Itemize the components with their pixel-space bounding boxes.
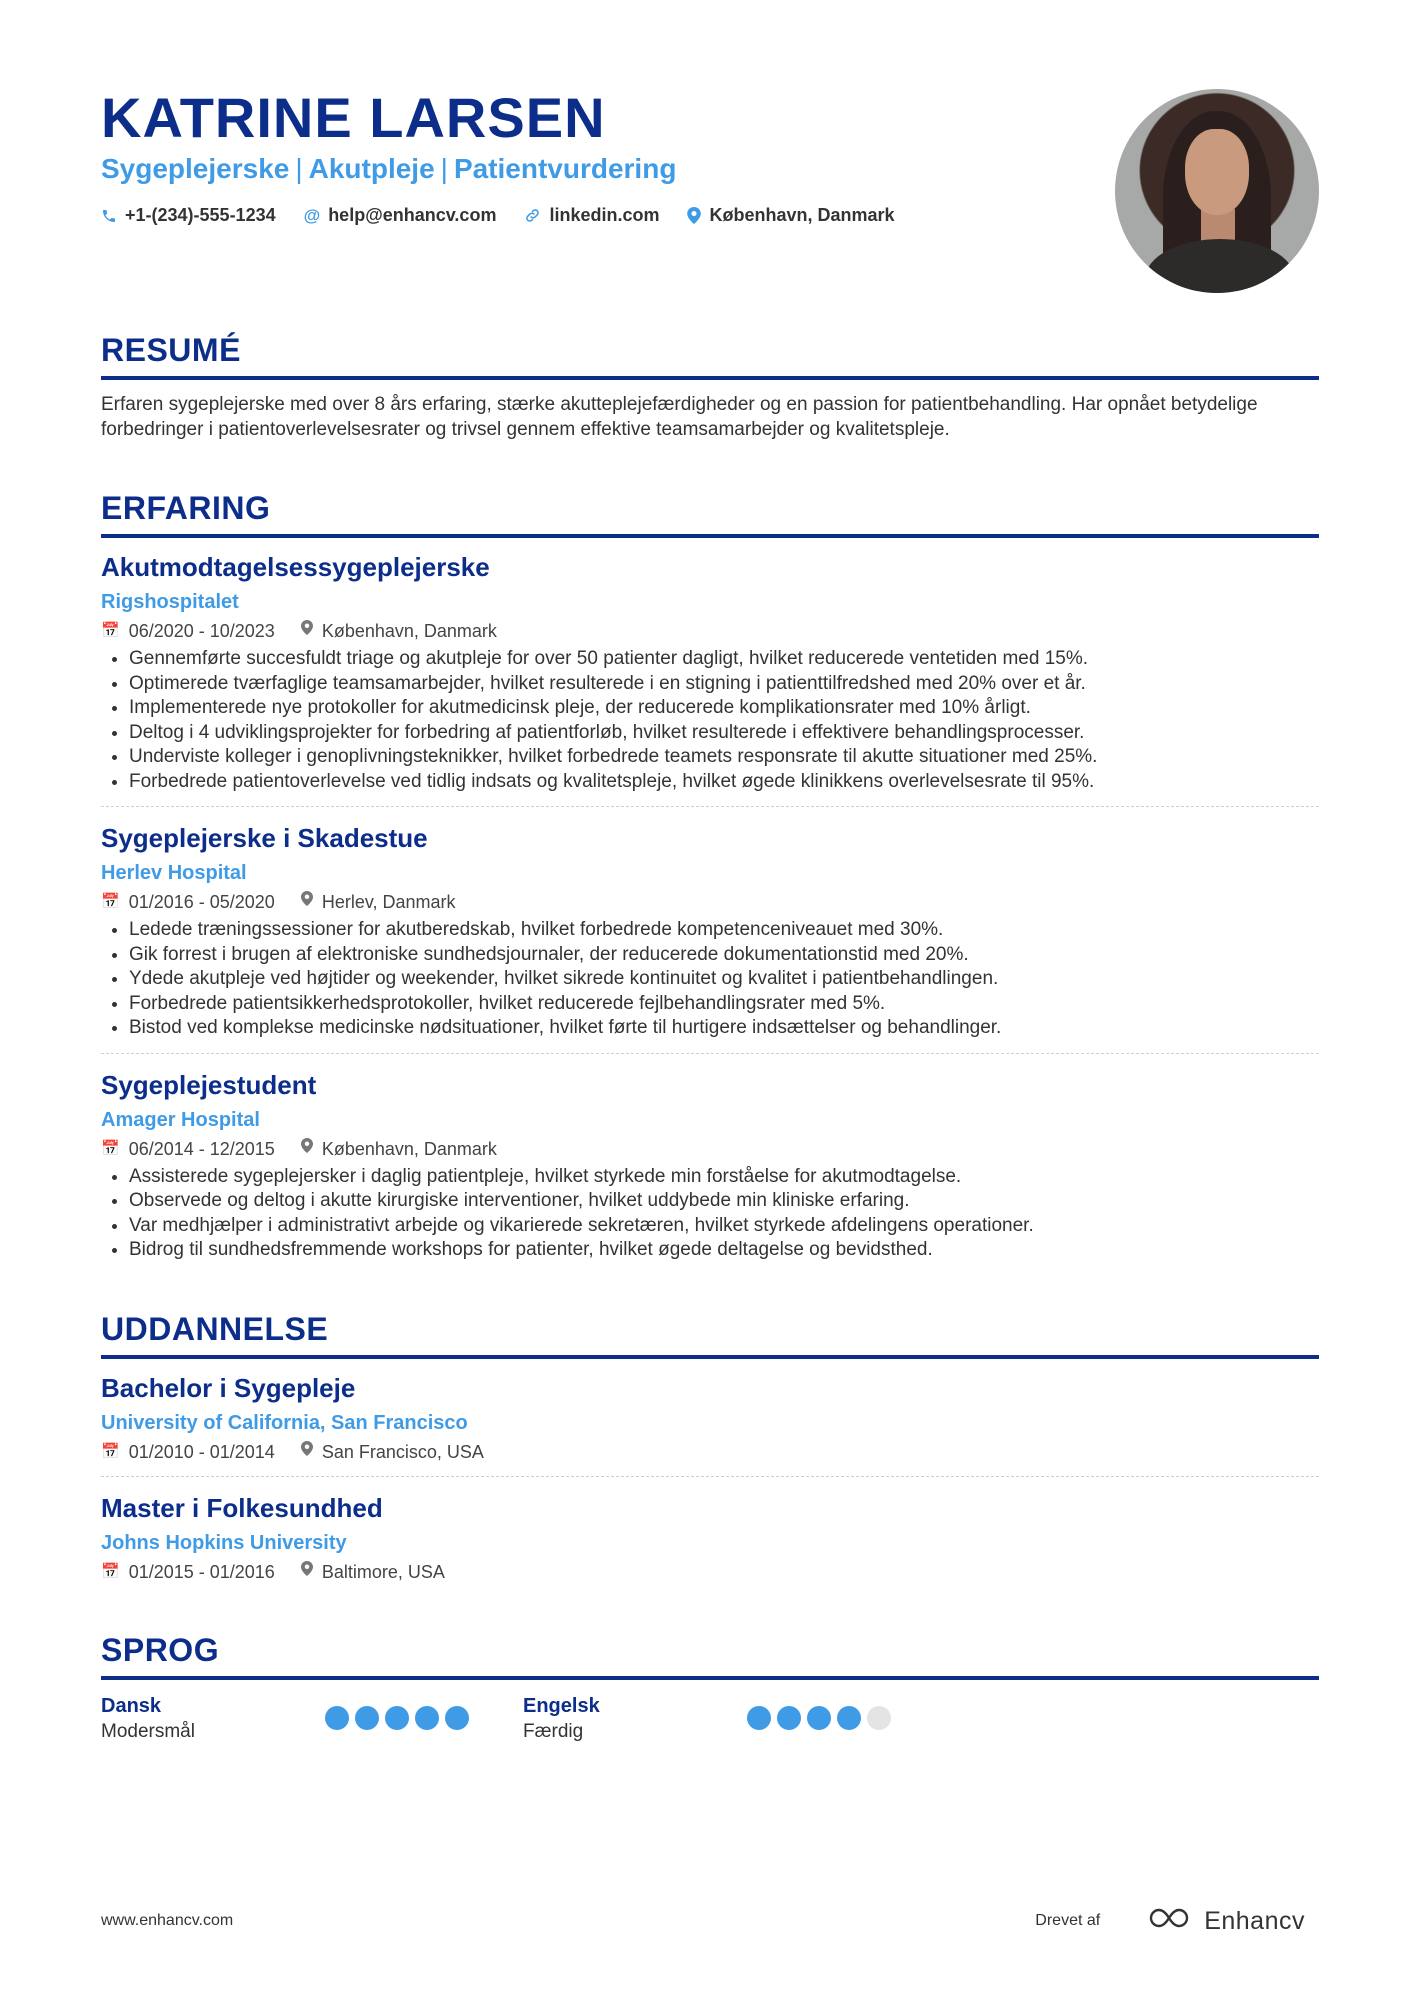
summary-section xyxy=(101,330,1319,442)
bullet-item: • Underviste kolleger i genoplivningsteknikker, hvilket forbedrede teamets responsrate til akutte situationer med 25%. xyxy=(129,745,1319,770)
language-item xyxy=(101,1694,523,1745)
brand-logo[interactable] xyxy=(1148,1907,1305,1936)
rating-dot-filled xyxy=(837,1706,861,1730)
education-entry xyxy=(101,1371,1319,1464)
degree-title: Master i Folkesundhed xyxy=(101,1492,383,1523)
headline-separator: | xyxy=(295,153,303,184)
rating-dot-filled xyxy=(747,1706,771,1730)
phone-icon xyxy=(101,208,117,224)
job-location: Herlev, Danmark xyxy=(321,892,456,912)
job-bullets xyxy=(101,918,1319,1041)
section-divider xyxy=(101,1676,1319,1680)
experience-entry xyxy=(101,1068,1319,1263)
bullet-item: • Ydede akutpleje ved højtider og weekender, hvilket sikrede kontinuitet og kvalitet i patientbehandlingen. xyxy=(129,967,1319,992)
education-section xyxy=(101,1309,1319,1584)
job-meta xyxy=(101,1137,1319,1161)
job-dates: 06/2014 - 12/2015 xyxy=(128,1138,275,1159)
rating-dot-empty xyxy=(867,1706,891,1730)
location-pin-icon xyxy=(301,890,313,914)
rating-dot-filled xyxy=(445,1706,469,1730)
location-pin-icon xyxy=(687,207,701,224)
contact-location xyxy=(687,205,894,226)
resume-page xyxy=(101,0,1319,1745)
job-title: Sygeplejestudent xyxy=(101,1069,317,1100)
job-location: København, Danmark xyxy=(321,621,497,641)
language-rating xyxy=(747,1706,891,1745)
bullet-item: • Gennemførte succesfuldt triage og akutpleje for over 50 patienter dagligt, hvilket reducerede ventetiden med 15%. xyxy=(129,647,1319,672)
bullet-item: • Forbedrede patientsikkerhedsprotokoller, hvilket reducerede fejlbehandlingsrater med 5%. xyxy=(129,992,1319,1017)
contact-info xyxy=(101,205,895,226)
bullet-item: • Ledede træningssessioner for akutberedskab, hvilket forbedrede kompetenceniveauet med 30%. xyxy=(129,918,1319,943)
contact-linkedin[interactable] xyxy=(524,205,659,226)
calendar-icon: 📅 xyxy=(101,1139,120,1157)
summary-text: Erfaren sygeplejerske med over 8 års erfaring, stærke akutteplejefærdigheder og en passion for patientbehandling. Har opnået betydelige forbedringer i patientoverlevelsesrater og trivsel gennem effektive teamsamarbejder og kvalitetspleje. xyxy=(101,394,1258,440)
bullet-item: • Bidrog til sundhedsfremmende workshops for patienter, hvilket øgede deltagelse og bevidsthed. xyxy=(129,1238,1319,1263)
job-meta xyxy=(101,619,1319,643)
email-text: help@enhancv.com xyxy=(328,205,497,225)
education-meta xyxy=(101,1440,1319,1464)
education-location: Baltimore, USA xyxy=(321,1561,445,1582)
enhancv-logo-icon xyxy=(1148,1907,1194,1936)
section-title: ERFARING xyxy=(101,490,271,526)
experience-section xyxy=(101,488,1319,1263)
headline-separator: | xyxy=(440,153,448,184)
bullet-item: • Bistod ved komplekse medicinske nødsituationer, hvilket førte til hurtigere indsættelser og behandlinger. xyxy=(129,1016,1319,1041)
headline-part: Patientvurdering xyxy=(453,153,677,184)
calendar-icon: 📅 xyxy=(101,622,120,639)
language-level: Modersmål xyxy=(101,1720,195,1742)
contact-phone[interactable] xyxy=(101,205,276,226)
powered-by-label: Drevet af xyxy=(1035,1912,1101,1929)
education-dates: 01/2010 - 01/2014 xyxy=(128,1441,275,1462)
brand-name: Enhancv xyxy=(1204,1906,1305,1935)
resume-header xyxy=(101,0,1319,315)
rating-dot-filled xyxy=(807,1706,831,1730)
section-title: SPROG xyxy=(101,1631,220,1668)
language-rating xyxy=(325,1706,469,1745)
location-pin-icon xyxy=(301,619,313,643)
bullet-item: • Assisterede sygeplejersker i daglig patientpleje, hvilket styrkede min forståelse for akutmodtagelse. xyxy=(129,1165,1319,1190)
profile-photo xyxy=(1115,89,1319,293)
languages-section xyxy=(101,1630,1319,1745)
education-entry xyxy=(101,1491,1319,1584)
page-footer xyxy=(101,1906,1319,1936)
entry-divider xyxy=(101,806,1319,807)
company-name: Amager Hospital xyxy=(101,1108,260,1131)
entry-divider xyxy=(101,1476,1319,1477)
job-location: København, Danmark xyxy=(321,1138,497,1159)
rating-dot-filled xyxy=(415,1706,439,1730)
education-dates: 01/2015 - 01/2016 xyxy=(128,1561,275,1582)
company-name: Herlev Hospital xyxy=(101,862,247,884)
footer-website[interactable]: www.enhancv.com xyxy=(101,1912,234,1929)
rating-dot-filled xyxy=(325,1706,349,1730)
entry-divider xyxy=(101,1053,1319,1054)
rating-dot-filled xyxy=(355,1706,379,1730)
candidate-name: KATRINE LARSEN xyxy=(101,86,606,149)
job-title: Akutmodtagelsessygeplejerske xyxy=(101,552,490,582)
degree-title: Bachelor i Sygepleje xyxy=(101,1372,356,1403)
rating-dot-filled xyxy=(385,1706,409,1730)
bullet-item: • Var medhjælper i administrativt arbejde og vikarierede sekretæren, hvilket styrkede afdelingens operationer. xyxy=(129,1214,1319,1239)
experience-entry xyxy=(101,550,1319,794)
rating-dot-filled xyxy=(777,1706,801,1730)
linkedin-text: linkedin.com xyxy=(549,205,660,225)
bullet-item: • Gik forrest i brugen af elektroniske sundhedsjournaler, der reducerede dokumentationstid med 20%. xyxy=(129,943,1319,968)
experience-entry xyxy=(101,821,1319,1041)
headline-part: Sygeplejerske xyxy=(101,153,290,184)
bullet-item: • Optimerede tværfaglige teamsamarbejder, hvilket resulterede i en stigning i patienttilfredshed med 20% over et år. xyxy=(129,672,1319,697)
section-divider xyxy=(101,376,1319,380)
school-name: Johns Hopkins University xyxy=(101,1531,347,1554)
location-pin-icon xyxy=(301,1440,313,1464)
section-title: RESUMÉ xyxy=(101,332,241,368)
calendar-icon: 📅 xyxy=(101,1562,120,1580)
calendar-icon: 📅 xyxy=(101,1442,120,1460)
section-divider xyxy=(101,534,1319,538)
bullet-item: • Forbedrede patientoverlevelse ved tidlig indsats og kvalitetspleje, hvilket øgede klinikkens overlevelsesrate til 95%. xyxy=(129,770,1319,795)
section-divider xyxy=(101,1355,1319,1359)
headline-part: Akutpleje xyxy=(308,153,435,184)
link-icon xyxy=(524,207,541,224)
language-name: Dansk xyxy=(101,1694,162,1717)
bullet-item: • Observede og deltog i akutte kirurgiske interventioner, hvilket uddybede min kliniske erfaring. xyxy=(129,1189,1319,1214)
language-level: Færdig xyxy=(523,1720,584,1742)
language-item xyxy=(523,1694,945,1745)
location-pin-icon xyxy=(301,1560,313,1584)
location-pin-icon xyxy=(301,1137,313,1161)
bullet-item: • Deltog i 4 udviklingsprojekter for forbedring af patientforløb, hvilket resulterede i effektivere behandlingsprocesser. xyxy=(129,721,1319,746)
bullet-item: • Implementerede nye protokoller for akutmedicinsk pleje, der reducerede komplikationsrater med 10% årligt. xyxy=(129,696,1319,721)
job-dates: 01/2016 - 05/2020 xyxy=(128,892,275,912)
job-title: Sygeplejerske i Skadestue xyxy=(101,823,428,853)
language-list xyxy=(101,1694,1319,1745)
job-bullets xyxy=(101,647,1319,794)
headline xyxy=(101,151,676,187)
section-title: UDDANNELSE xyxy=(101,1310,329,1347)
at-icon: @ xyxy=(303,205,321,225)
language-name: Engelsk xyxy=(523,1694,600,1717)
location-text: København, Danmark xyxy=(709,205,895,225)
job-dates: 06/2020 - 10/2023 xyxy=(128,621,275,641)
school-name: University of California, San Francisco xyxy=(101,1411,468,1434)
calendar-icon: 📅 xyxy=(101,893,120,910)
phone-text: +1-(234)-555-1234 xyxy=(125,205,276,225)
contact-email[interactable] xyxy=(304,205,497,226)
education-location: San Francisco, USA xyxy=(321,1441,484,1462)
job-meta xyxy=(101,890,1319,914)
education-meta xyxy=(101,1560,1319,1584)
company-name: Rigshospitalet xyxy=(101,591,239,613)
job-bullets xyxy=(101,1165,1319,1263)
